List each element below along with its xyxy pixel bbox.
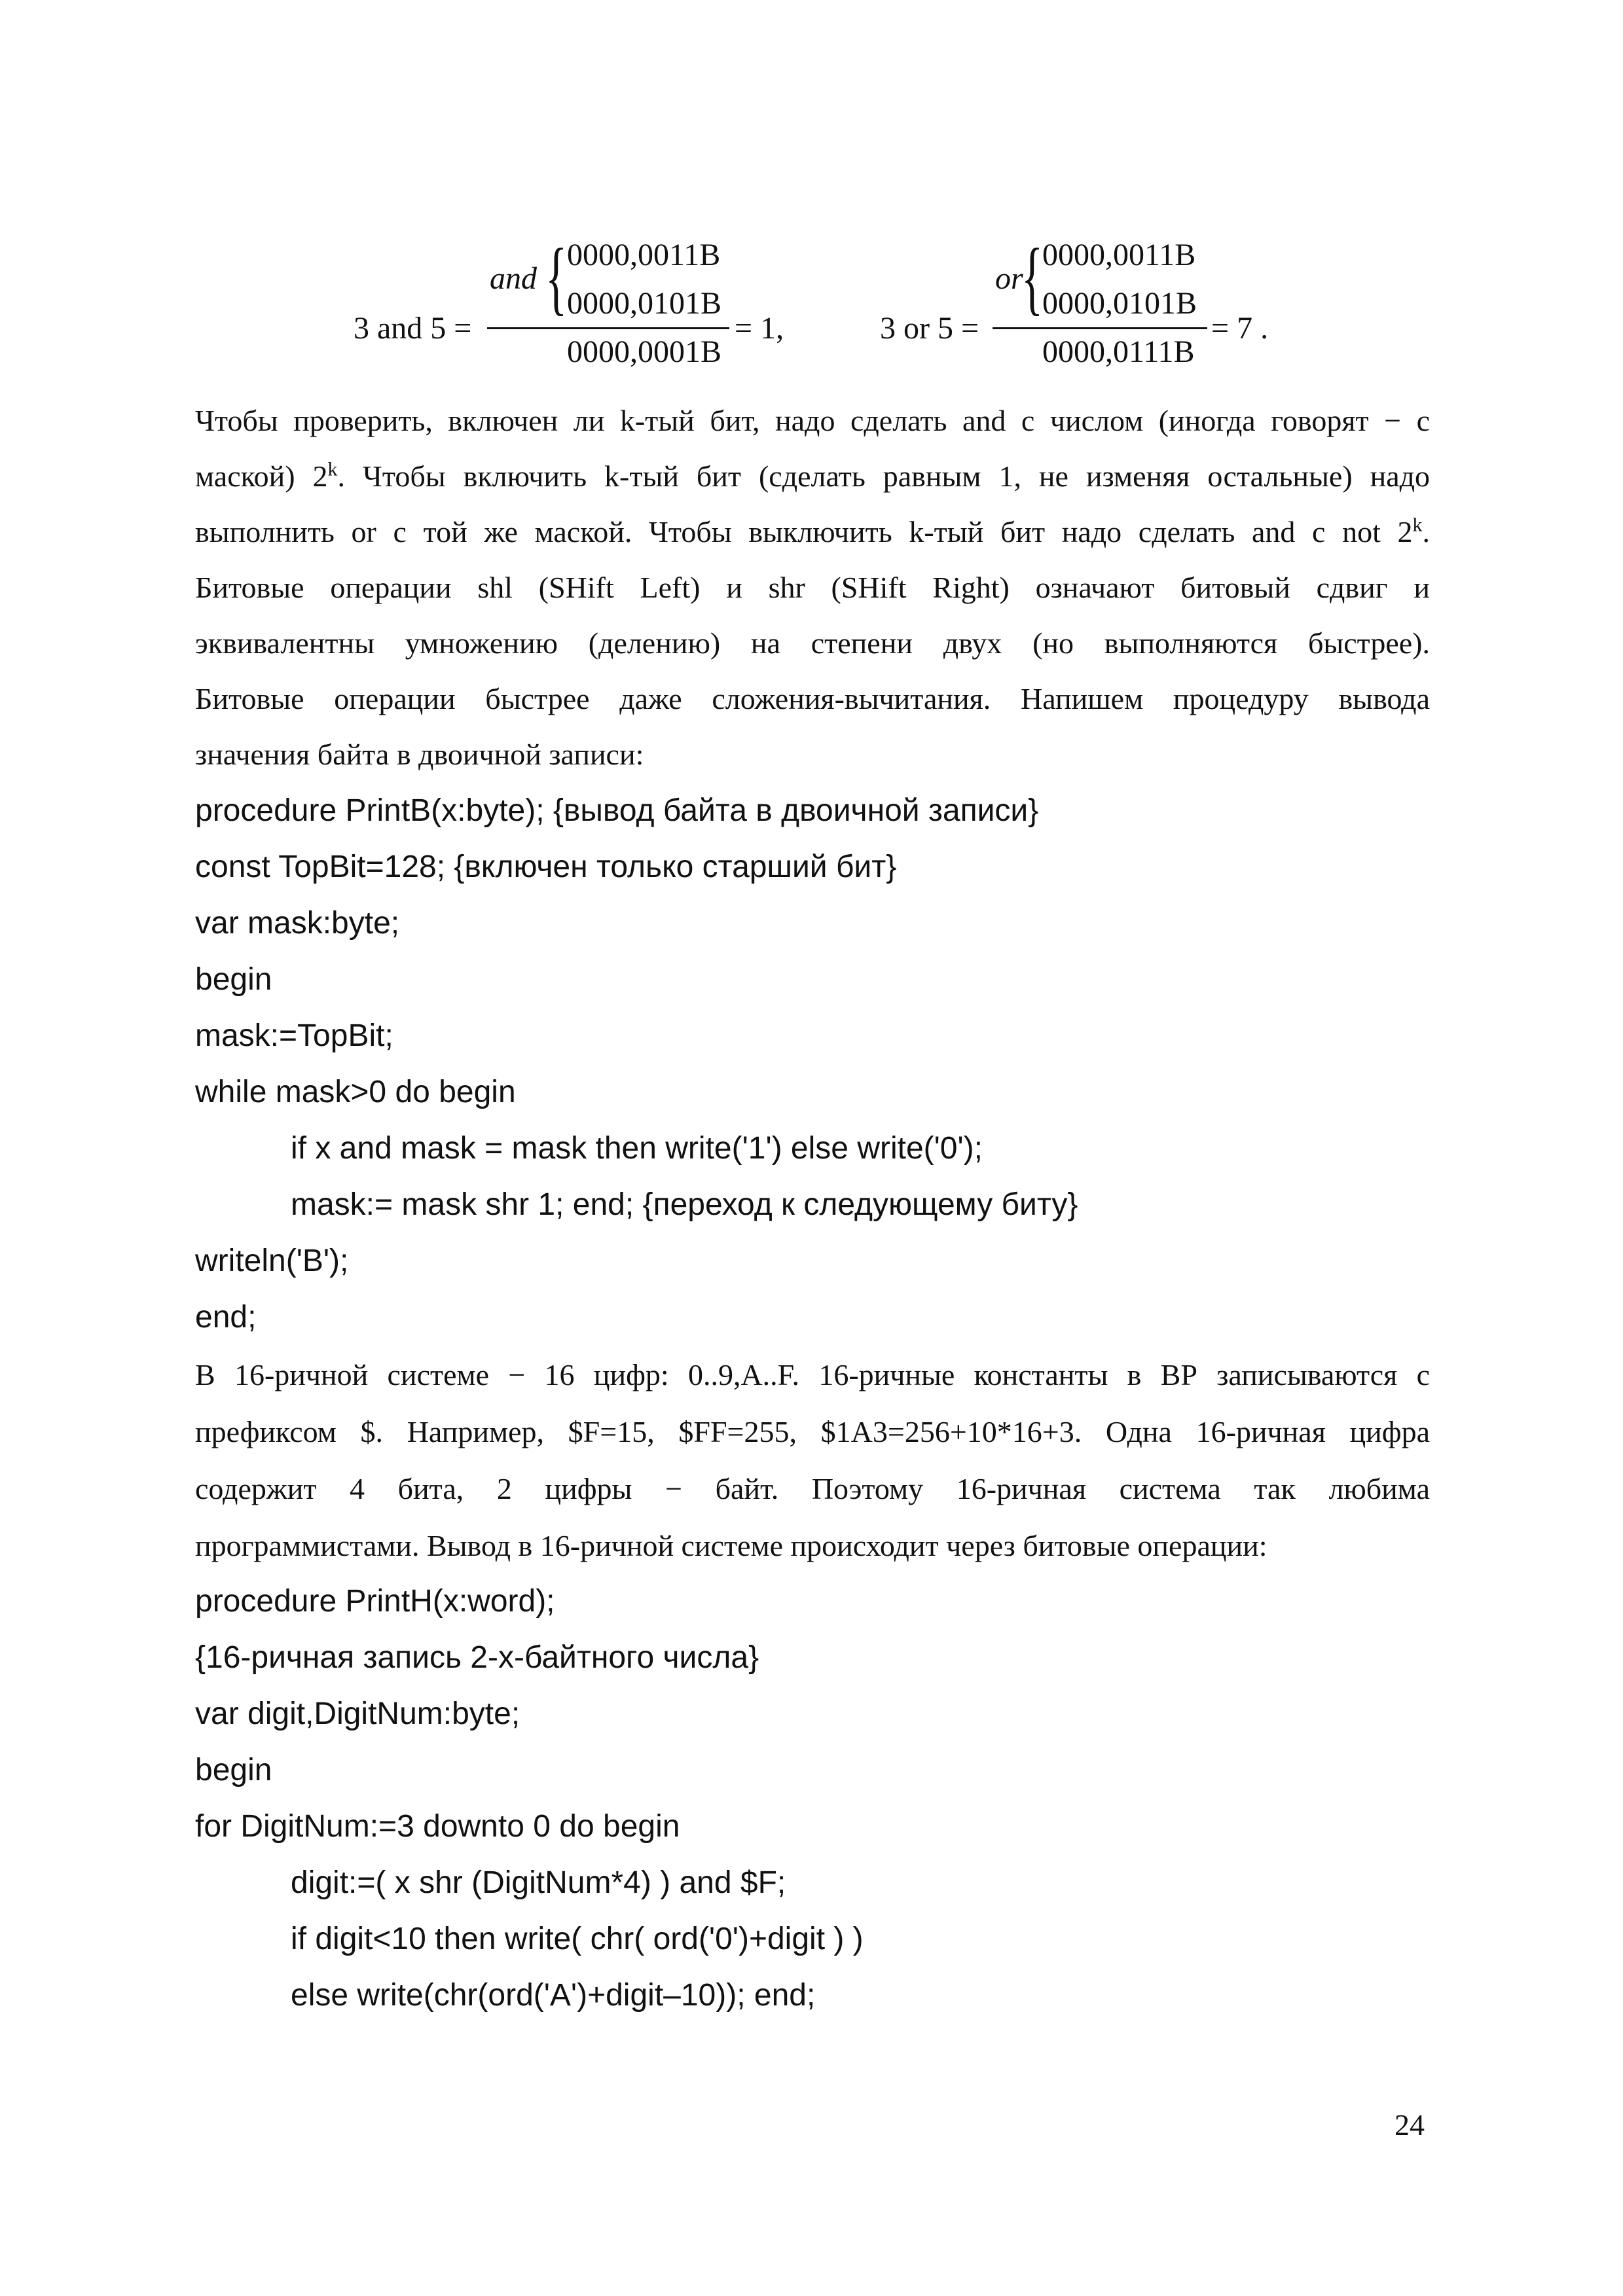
code-line: procedure PrintB(x:byte); {вывод байта в двоичной записи}	[195, 793, 1039, 828]
paragraph-line: Чтобы проверить, включен ли k-тый бит, надо сделать and с числом (иногда говорят − с	[195, 404, 1430, 437]
code-line: mask:=TopBit;	[195, 1018, 393, 1053]
superscript: k	[1412, 514, 1423, 536]
paragraph-line: значения байта в двоичной записи:	[195, 738, 644, 771]
code-line: begin	[195, 962, 272, 997]
paragraph-line: Битовые операции shl (SHift Left) и shr (SHift Right) означают битовый сдвиг и	[195, 571, 1430, 604]
code-line: var mask:byte;	[195, 906, 400, 941]
page-number: 24	[1395, 2108, 1425, 2142]
paragraph-line: эквивалентны умножению (делению) на степени двух (но выполняются быстрее).	[195, 626, 1430, 660]
paragraph-line	[195, 504, 1430, 560]
code-line: const TopBit=128; {включен только старший бит}	[195, 850, 897, 884]
formula-or-operator: or	[995, 261, 1023, 296]
formula-and-result: 0000,0001B	[567, 334, 722, 369]
code-line: var digit,DigitNum:byte;	[195, 1696, 520, 1731]
formula-or-lhs: 3 or 5 =	[880, 311, 979, 346]
formula-or-rhs: = 7 .	[1211, 311, 1269, 346]
formula-or-result: 0000,0111B	[1042, 334, 1195, 369]
paragraph-line: содержит 4 бита, 2 цифры − байт. Поэтому 16-ричная система так любима	[195, 1472, 1430, 1505]
text-run: маской) 2	[195, 459, 328, 493]
formula-and-top-operand: 0000,0011B	[567, 238, 721, 272]
formula-or-fraction-line	[993, 327, 1207, 329]
code-line: digit:=( x shr (DigitNum*4) ) and $F;	[291, 1865, 786, 1900]
paragraph-line	[195, 448, 1430, 504]
code-line: while mask>0 do begin	[195, 1075, 516, 1109]
code-line: for DigitNum:=3 downto 0 do begin	[195, 1809, 680, 1844]
formula-or-brace: {	[1021, 232, 1044, 323]
code-line: {16-ричная запись 2-х-байтного числа}	[195, 1640, 759, 1675]
code-line: procedure PrintH(x:word);	[195, 1584, 555, 1619]
code-line: mask:= mask shr 1; end; {переход к следующему биту}	[291, 1187, 1078, 1222]
paragraph-line: В 16-ричной системе − 16 цифр: 0..9,A..F. 16-ричные константы в ВР записываются с	[195, 1358, 1430, 1391]
text-run: . Чтобы включить k-тый бит (сделать равным 1, не изменяя остальные) надо	[337, 459, 1431, 493]
paragraph-line: префиксом $. Например, $F=15, $FF=255, $1A3=256+10*16+3. Одна 16-ричная цифра	[195, 1415, 1430, 1448]
paragraph-line: программистами. Вывод в 16-ричной системе происходит через битовые операции:	[195, 1529, 1267, 1562]
formula-and-rhs: = 1,	[735, 311, 784, 346]
formula-or-top-operand: 0000,0011B	[1042, 238, 1196, 272]
formula-and-fraction-line	[487, 327, 729, 329]
paragraph-line: Битовые операции быстрее даже сложения-вычитания. Напишем процедуру вывода	[195, 682, 1430, 715]
text-run: выполнить or с той же маской. Чтобы выключить k-тый бит надо сделать and с not 2	[195, 515, 1413, 548]
code-line: if digit<10 then write( chr( ord('0')+digit ) )	[291, 1922, 864, 1956]
code-line: writeln('B');	[195, 1244, 349, 1278]
code-line: begin	[195, 1753, 272, 1787]
formula-and-lhs: 3 and 5 =	[354, 311, 472, 346]
formula-or-middle-operand: 0000,0101B	[1042, 286, 1197, 321]
formula-and-brace: {	[545, 232, 568, 323]
formula-and-middle-operand: 0000,0101B	[567, 286, 722, 321]
code-line: end;	[195, 1300, 257, 1335]
code-line: else write(chr(ord('A')+digit–10)); end;	[291, 1978, 816, 2013]
text-run: .	[1422, 515, 1430, 548]
formula-and-operator: and	[490, 261, 537, 296]
superscript: k	[327, 458, 338, 480]
code-line: if x and mask = mask then write('1') else write('0');	[291, 1131, 983, 1166]
